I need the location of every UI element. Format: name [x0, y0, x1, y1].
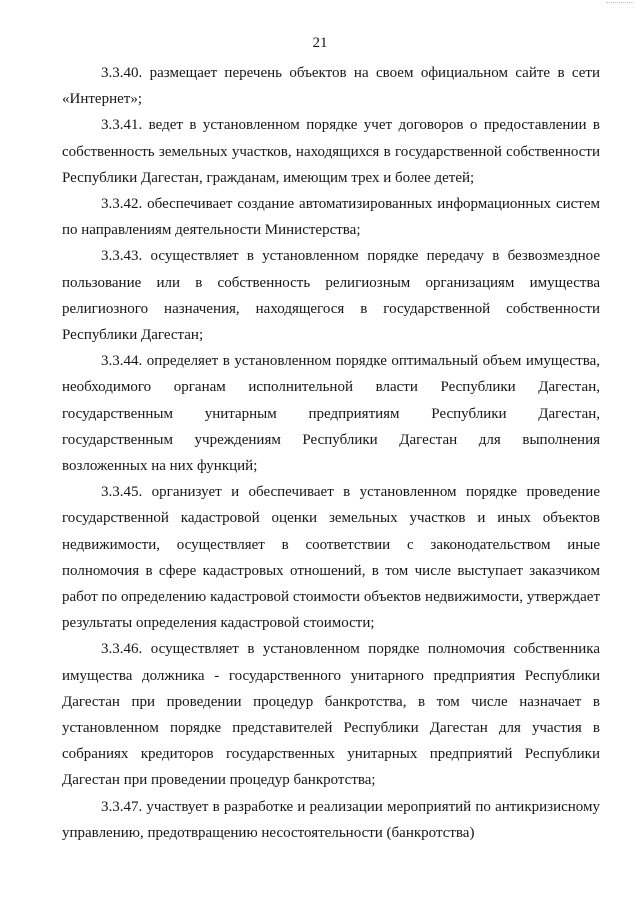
paragraph-3-3-41: 3.3.41. ведет в установленном порядке учет договоров о предоставлении в собственность земельных участков, находящихся в государственной собственности Республики Дагестан, гражданам, имеющим трех и более детей;	[62, 117, 600, 186]
paragraph-3-3-45: 3.3.45. организует и обеспечивает в установленном порядке проведение государственной кадастровой оценки земельных участков и иных объектов недвижимости, осуществляет в соответствии с законодательством иные полномочия в сфере кадастровых отношений, в том числе выступает заказчиком работ по определению кадастровой стоимости объектов недвижимости, утверждает результаты определения кадастровой стоимости;	[62, 484, 600, 632]
page-number: 21	[312, 35, 328, 51]
document-body	[62, 60, 600, 846]
paragraph-3-3-47: 3.3.47. участвует в разработке и реализации мероприятий по антикризисному управлению, предотвращению несостоятельности (банкротства)	[62, 798, 600, 841]
paragraph-3-3-46: 3.3.46. осуществляет в установленном порядке полномочия собственника имущества должника - государственного унитарного предприятия Республики Дагестан при проведении процедур банкротства, в том числе назначает в установленном порядке представителей Республики Дагестан для участия в собраниях кредиторов государственных унитарных предприятий Республики Дагестан при проведении процедур банкротства;	[62, 641, 600, 789]
paragraph-3-3-43: 3.3.43. осуществляет в установленном порядке передачу в безвозмездное пользование или в собственность религиозным организациям имущества религиозного назначения, находящегося в государственной собственности Республики Дагестан;	[62, 248, 600, 344]
paragraph-3-3-42: 3.3.42. обеспечивает создание автоматизированных информационных систем по направлениям деятельности Министерства;	[62, 196, 600, 239]
paragraph-3-3-44: 3.3.44. определяет в установленном порядке оптимальный объем имущества, необходимого органам исполнительной власти Республики Дагестан, государственным унитарным предприятиям Республики Дагестан, государственным учреждениям Республики Дагестан для выполнения возложенных на них функций;	[62, 353, 600, 475]
scan-artifact	[606, 2, 634, 11]
paragraph-3-3-40: 3.3.40. размещает перечень объектов на своем официальном сайте в сети «Интернет»;	[62, 65, 600, 108]
